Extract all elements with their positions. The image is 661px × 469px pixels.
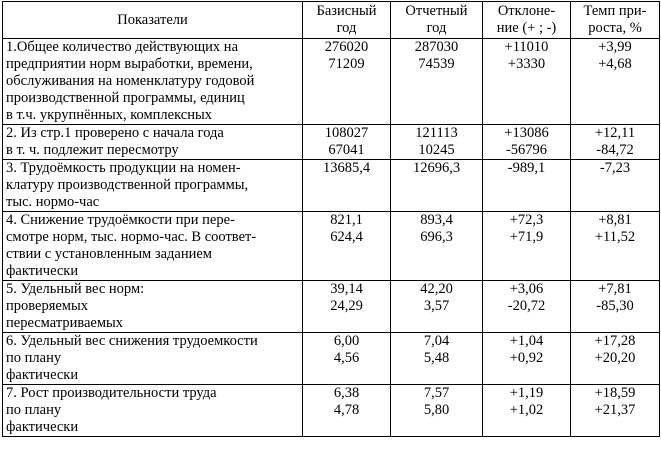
deviation-value: +11010 +3330 xyxy=(483,39,571,125)
table-row xyxy=(3,160,660,212)
table-row xyxy=(3,125,660,160)
report-value: 42,20 3,57 xyxy=(391,281,483,333)
header-row xyxy=(3,2,660,39)
table-row xyxy=(3,385,660,437)
growth-value: +17,28 +20,20 xyxy=(571,333,660,385)
row-label: 2. Из стр.1 проверено с начала года в т. ч. подлежит пересмотру xyxy=(3,125,303,160)
header-deviation: Отклоне- ние (+ ; -) xyxy=(483,2,571,39)
growth-value: +8,81 +11,52 xyxy=(571,212,660,281)
indicators-table xyxy=(2,1,660,437)
report-value: 121113 10245 xyxy=(391,125,483,160)
deviation-value: +1,19 +1,02 xyxy=(483,385,571,437)
deviation-value: +1,04 +0,92 xyxy=(483,333,571,385)
deviation-value: +72,3 +71,9 xyxy=(483,212,571,281)
header-growth-rate: Темп при- роста, % xyxy=(571,2,660,39)
header-base-year: Базисный год xyxy=(303,2,391,39)
row-label: 3. Трудоёмкость продукции на номен- клатуру производственной программы, тыс. нормо-час xyxy=(3,160,303,212)
base-value: 6,00 4,56 xyxy=(303,333,391,385)
deviation-value: -989,1 xyxy=(483,160,571,212)
base-value: 39,14 24,29 xyxy=(303,281,391,333)
header-report-year: Отчетный год xyxy=(391,2,483,39)
row-label: 7. Рост производительности труда по плану фактически xyxy=(3,385,303,437)
table-row xyxy=(3,333,660,385)
table-row xyxy=(3,281,660,333)
base-value: 13685,4 xyxy=(303,160,391,212)
deviation-value: +3,06 -20,72 xyxy=(483,281,571,333)
report-value: 7,57 5,80 xyxy=(391,385,483,437)
table-row xyxy=(3,212,660,281)
growth-value: -7,23 xyxy=(571,160,660,212)
row-label: 1.Общее количество действующих на предприятии норм выработки, времени, обслуживания на номенклатуру годовой производственной программы, единиц в т.ч. укрупнённых, комплексных xyxy=(3,39,303,125)
growth-value: +18,59 +21,37 xyxy=(571,385,660,437)
base-value: 108027 67041 xyxy=(303,125,391,160)
growth-value: +12,11 -84,72 xyxy=(571,125,660,160)
row-label: 5. Удельный вес норм: проверяемых пересматриваемых xyxy=(3,281,303,333)
report-value: 12696,3 xyxy=(391,160,483,212)
report-value: 893,4 696,3 xyxy=(391,212,483,281)
row-label: 4. Снижение трудоёмкости при пере- смотре норм, тыс. нормо-час. В соответ- ствии с установленным заданием фактически xyxy=(3,212,303,281)
base-value: 821,1 624,4 xyxy=(303,212,391,281)
report-value: 287030 74539 xyxy=(391,39,483,125)
growth-value: +3,99 +4,68 xyxy=(571,39,660,125)
table-row xyxy=(3,39,660,125)
base-value: 276020 71209 xyxy=(303,39,391,125)
base-value: 6,38 4,78 xyxy=(303,385,391,437)
growth-value: +7,81 -85,30 xyxy=(571,281,660,333)
row-label: 6. Удельный вес снижения трудоемкости по плану фактически xyxy=(3,333,303,385)
deviation-value: +13086 -56796 xyxy=(483,125,571,160)
header-indicators: Показатели xyxy=(3,2,303,39)
report-value: 7,04 5,48 xyxy=(391,333,483,385)
